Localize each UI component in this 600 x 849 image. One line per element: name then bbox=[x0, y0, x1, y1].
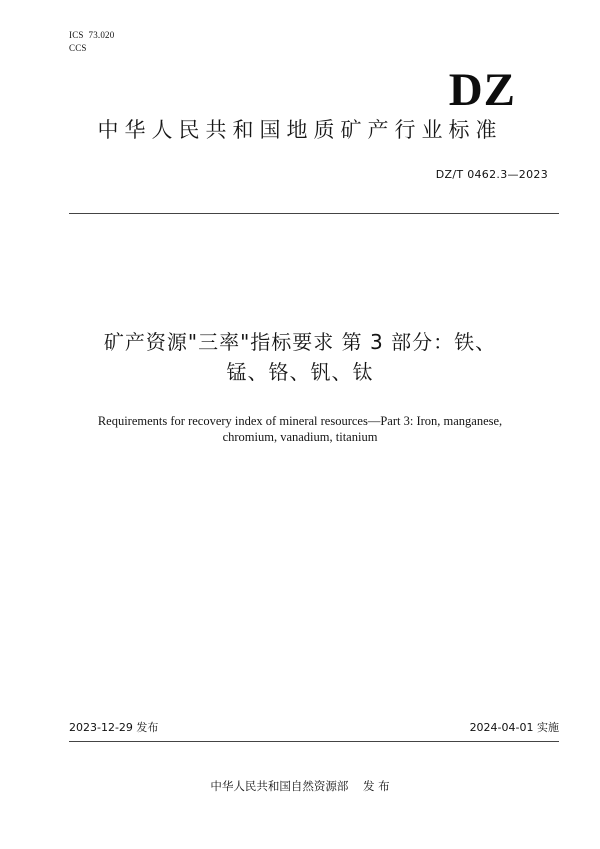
standard-type-heading: 中华人民共和国地质矿产行业标准 bbox=[97, 118, 503, 142]
ccs-code: CCS bbox=[69, 43, 87, 53]
standard-logo: DZ bbox=[448, 64, 516, 116]
title-en-line-2: chromium, vanadium, titanium bbox=[222, 430, 378, 444]
implementation-date: 2024-04-01 实施 bbox=[469, 721, 559, 734]
issuing-authority: 中华人民共和国自然资源部 发 布 bbox=[210, 779, 390, 793]
title-en-line-1: Requirements for recovery index of mineral resources—Part 3: Iron, manganese, bbox=[97, 414, 503, 428]
classification-codes bbox=[69, 29, 114, 55]
release-date: 2023-12-29 发布 bbox=[69, 721, 159, 734]
footer-divider bbox=[69, 741, 559, 742]
document-title-chinese bbox=[30, 327, 570, 387]
header-divider bbox=[69, 213, 559, 214]
ics-code: ICS 73.020 bbox=[69, 30, 115, 40]
title-cn-line-2: 锰、铬、钒、钛 bbox=[226, 360, 374, 384]
standard-number: DZ/T 0462.3—2023 bbox=[435, 168, 548, 181]
document-title-english bbox=[60, 413, 540, 445]
title-cn-line-1: 矿产资源"三率"指标要求 第 3 部分：铁、 bbox=[103, 330, 497, 354]
